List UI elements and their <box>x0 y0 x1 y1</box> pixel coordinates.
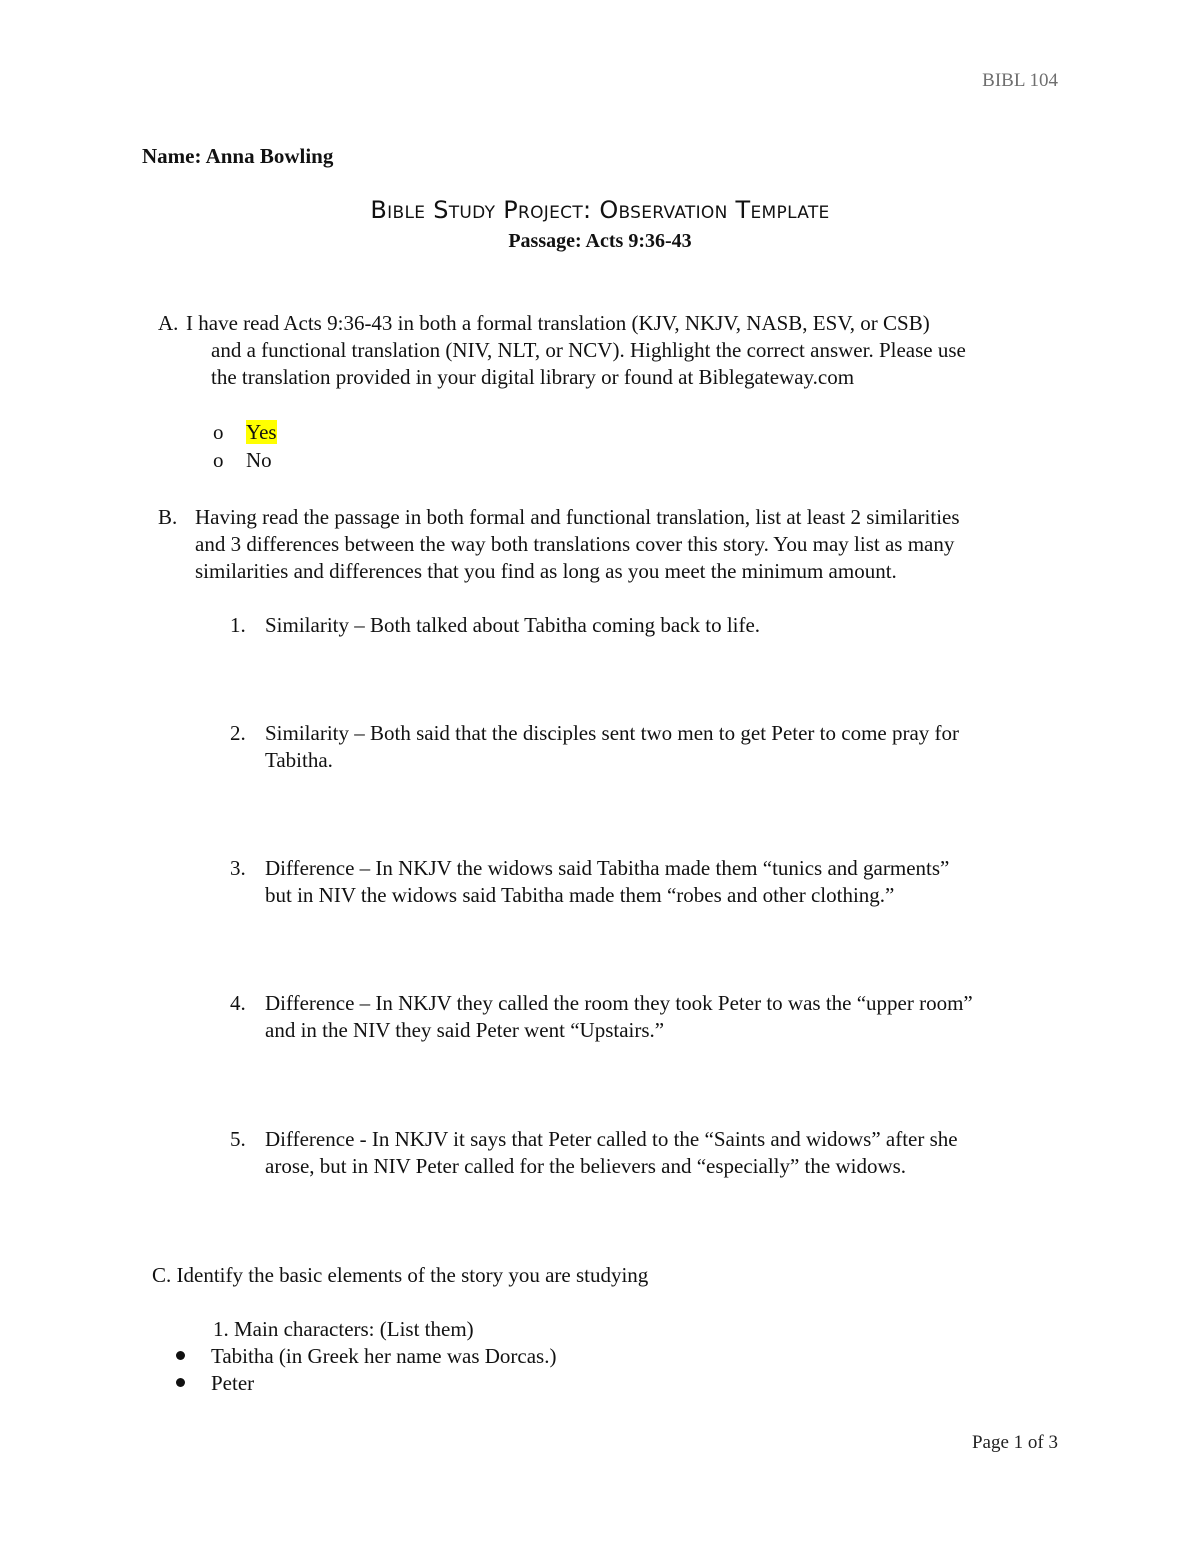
section-a-line3: the translation provided in your digital library or found at Biblegateway.com <box>211 365 855 389</box>
item-1-line1: Similarity – Both talked about Tabitha coming back to life. <box>265 613 761 637</box>
item-5-line1: Difference - In NKJV it says that Peter called to the “Saints and widows” after she <box>265 1127 958 1151</box>
item-number: 3. <box>230 856 246 880</box>
passage-reference: Passage: Acts 9:36-43 <box>508 230 692 252</box>
section-a-label: A. <box>158 311 179 335</box>
item-3-line2: but in NIV the widows said Tabitha made them “robes and other clothing.” <box>265 883 895 907</box>
item-number: 5. <box>230 1127 246 1151</box>
section-b-line3: similarities and differences that you find as long as you meet the minimum amount. <box>195 559 897 583</box>
item-5-line2: arose, but in NIV Peter called for the believers and “especially” the widows. <box>265 1154 907 1178</box>
section-c-subheading: 1. Main characters: (List them) <box>213 1317 474 1341</box>
section-b-line1: Having read the passage in both formal and functional translation, list at least 2 similarities <box>195 505 960 529</box>
item-number: 4. <box>230 991 246 1015</box>
page-title: Bible Study Project: Observation Template <box>370 196 830 224</box>
section-c-heading: C. Identify the basic elements of the story you are studying <box>152 1263 649 1287</box>
item-4-line1: Difference – In NKJV they called the room they took Peter to was the “upper room” <box>265 991 973 1015</box>
item-number: 1. <box>230 613 246 637</box>
character-item: Tabitha (in Greek her name was Dorcas.) <box>211 1344 557 1368</box>
character-item: Peter <box>211 1371 255 1395</box>
option-yes-bullet: o <box>213 420 224 444</box>
option-yes <box>246 419 277 446</box>
page-number: Page 1 of 3 <box>971 1432 1058 1453</box>
bullet-dot-icon <box>176 1378 185 1387</box>
option-no-bullet: o <box>213 448 224 472</box>
course-header: BIBL 104 <box>982 70 1058 91</box>
section-b-line2: and 3 differences between the way both translations cover this story. You may list as many <box>195 532 955 556</box>
item-2-line1: Similarity – Both said that the disciples sent two men to get Peter to come pray for <box>265 721 960 745</box>
item-4-line2: and in the NIV they said Peter went “Upstairs.” <box>265 1018 665 1042</box>
option-yes-label: Yes <box>246 420 277 444</box>
option-no-label: No <box>246 448 272 472</box>
section-b-label: B. <box>158 505 178 529</box>
item-2-line2: Tabitha. <box>265 748 333 772</box>
student-name: Name: Anna Bowling <box>142 144 334 168</box>
section-a-line2: and a functional translation (NIV, NLT, or NCV). Highlight the correct answer. Please use <box>211 338 966 362</box>
section-a-line1: I have read Acts 9:36-43 in both a formal translation (KJV, NKJV, NASB, ESV, or CSB) <box>186 311 930 335</box>
item-3-line1: Difference – In NKJV the widows said Tabitha made them “tunics and garments” <box>265 856 950 880</box>
item-number: 2. <box>230 721 246 745</box>
bullet-dot-icon <box>176 1351 185 1360</box>
